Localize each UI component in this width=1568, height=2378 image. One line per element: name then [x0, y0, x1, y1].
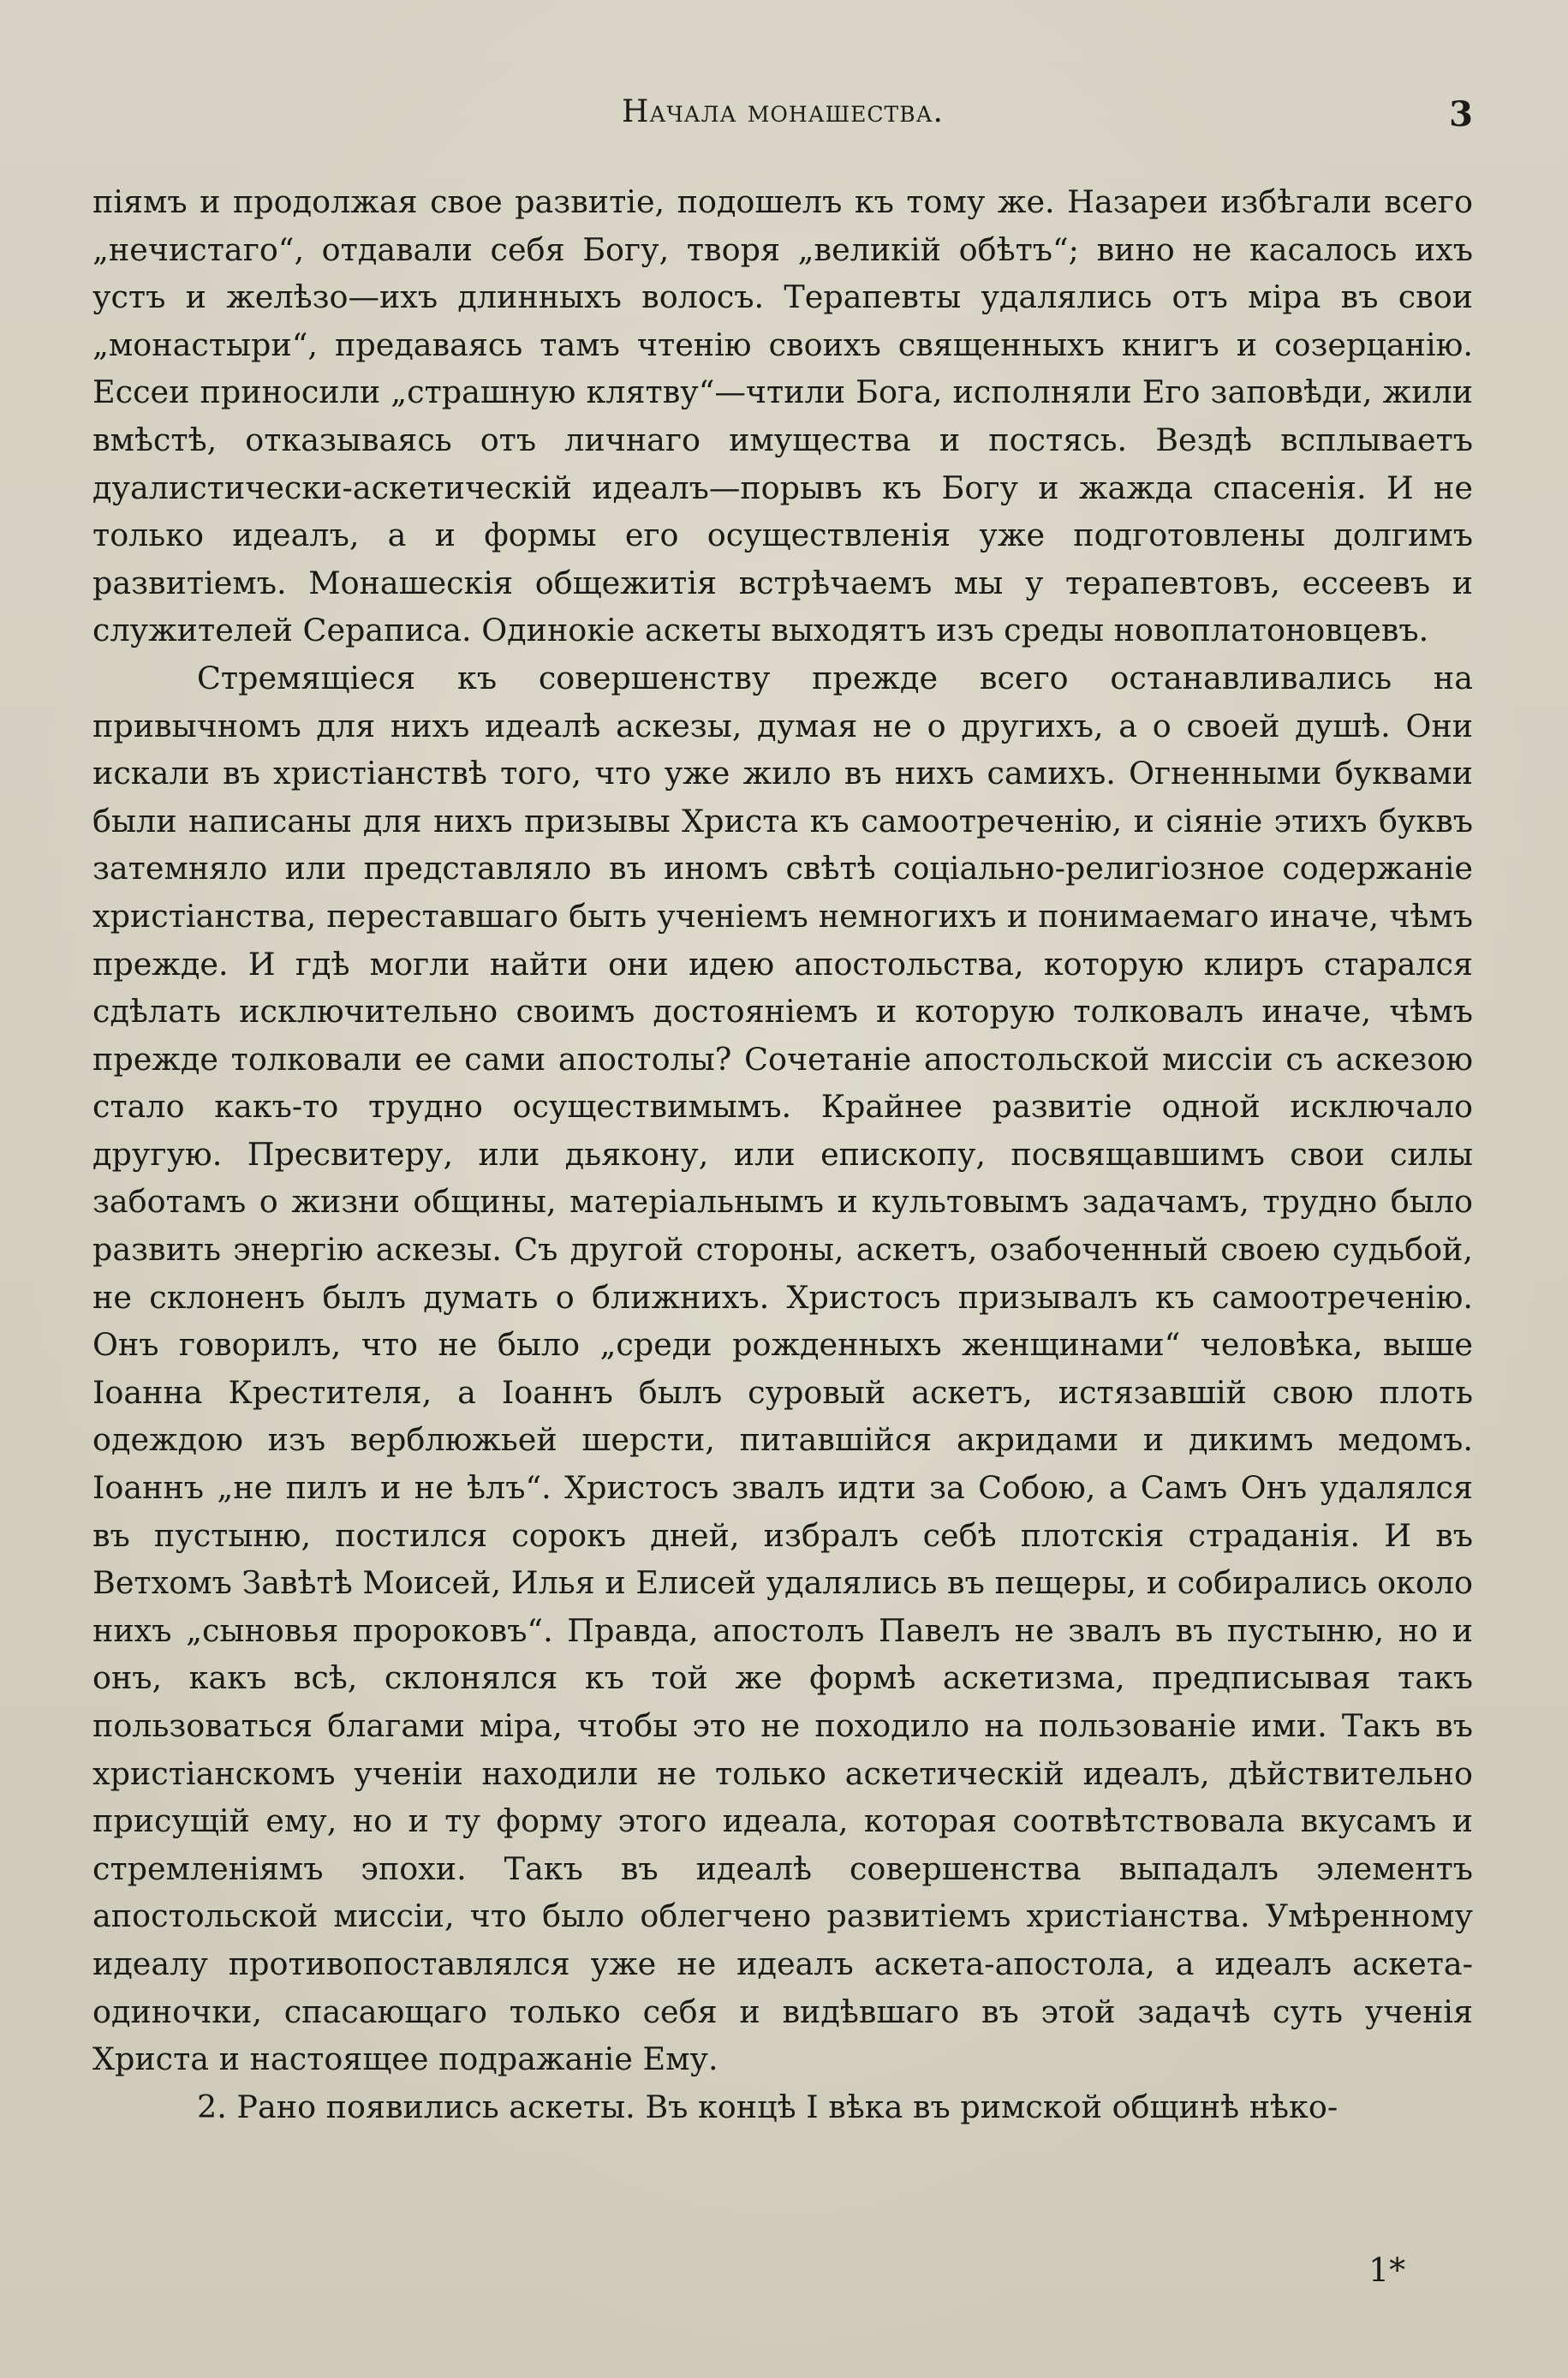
signature-mark: 1* — [1368, 2251, 1406, 2289]
paragraph-3: 2. Рано появились аскеты. Въ концѣ I вѣка въ римской общинѣ нѣко- — [197, 2088, 1338, 2125]
running-title: Начала монашества. — [622, 94, 944, 129]
page-number: 3 — [1449, 94, 1473, 134]
body-text — [92, 178, 1473, 2130]
running-head — [92, 94, 1473, 146]
paragraph-1: піямъ и продолжая свое развитіе, подошелъ къ тому же. Назареи избѣгали всего „нечистаго“, отдавали себя Богу, творя „великій обѣтъ“; вино не касалось ихъ устъ и желѣзо—ихъ длинныхъ волосъ. Терапевты удалялись отъ міра въ свои „монастыри“, предаваясь тамъ чтенію своихъ священныхъ книгъ и созерцанію. Ессеи приносили „страшную клятву“—чтили Бога, исполняли Его заповѣди, жили вмѣстѣ, отказываясь отъ личнаго имущества и постясь. Вездѣ всплываетъ дуалистически-аскетическій идеалъ—порывъ къ Богу и жажда спасенія. И не только идеалъ, а и формы его осуществленія уже подготовлены долгимъ развитіемъ. Монашескія общежитія встрѣчаемъ мы у терапевтовъ, ессеевъ и служителей Сераписа. Одинокіе аскеты выходятъ изъ среды новоплатоновцевъ. — [92, 183, 1473, 649]
paragraph-2: Стремящіеся къ совершенству прежде всего останавливались на привычномъ для нихъ идеалѣ аскезы, думая не о другихъ, а о своей душѣ. Они искали въ христіанствѣ того, что уже жило въ нихъ самихъ. Огненными буквами были написаны для нихъ призывы Христа къ самоотреченію, и сіяніе этихъ буквъ затемняло или представляло въ иномъ свѣтѣ соціально-религіозное содержаніе христіанства, переставшаго быть ученіемъ немногихъ и понимаемаго иначе, чѣмъ прежде. И гдѣ могли найти они идею апостольства, которую клиръ старался сдѣлать исключительно своимъ достояніемъ и которую толковалъ иначе, чѣмъ прежде толковали ее сами апостолы? Сочетаніе апостольской миссіи съ аскезою стало какъ-то трудно осуществимымъ. Крайнее развитіе одной исключало другую. Пресвитеру, или дьякону, или епископу, посвящавшимъ свои силы заботамъ о жизни общины, матеріальнымъ и культовымъ задачамъ, трудно было развить энергію аскезы. Съ другой стороны, аскетъ, озабоченный своею судьбой, не склоненъ былъ думать о ближнихъ. Христосъ призывалъ къ самоотреченію. Онъ говорилъ, что не было „среди рожденныхъ женщинами“ человѣка, выше Іоанна Крестителя, а Іоаннъ былъ суровый аскетъ, истязавшій свою плоть одеждою изъ верблюжьей шерсти, питавшійся акридами и дикимъ медомъ. Іоаннъ „не пилъ и не ѣлъ“. Христосъ звалъ идти за Собою, а Самъ Онъ удалялся въ пустыню, постился сорокъ дней, избралъ себѣ плотскія страданія. И въ Ветхомъ Завѣтѣ Моисей, Илья и Елисей удалялись въ пещеры, и собирались около нихъ „сыновья пророковъ“. Правда, апостолъ Павелъ не звалъ въ пустыню, но и онъ, какъ всѣ, склонялся къ той же формѣ аскетизма, предписывая такъ пользоваться благами міра, чтобы это не походило на пользованіе ими. Такъ въ христіанскомъ ученіи находили не только аскетическій идеалъ, дѣйствительно присущій ему, но и ту форму этого идеала, которая соотвѣтствовала вкусамъ и стремленіямъ эпохи. Такъ въ идеалѣ совершенства выпадалъ элементъ апостольской миссіи, что было облегчено развитіемъ христіанства. Умѣренному идеалу противопоставлялся уже не идеалъ аскета-апостола, а идеалъ аскета-одиночки, спасающаго только себя и видѣвшаго въ этой задачѣ суть ученія Христа и настоящее подражаніе Ему. — [92, 659, 1473, 2078]
